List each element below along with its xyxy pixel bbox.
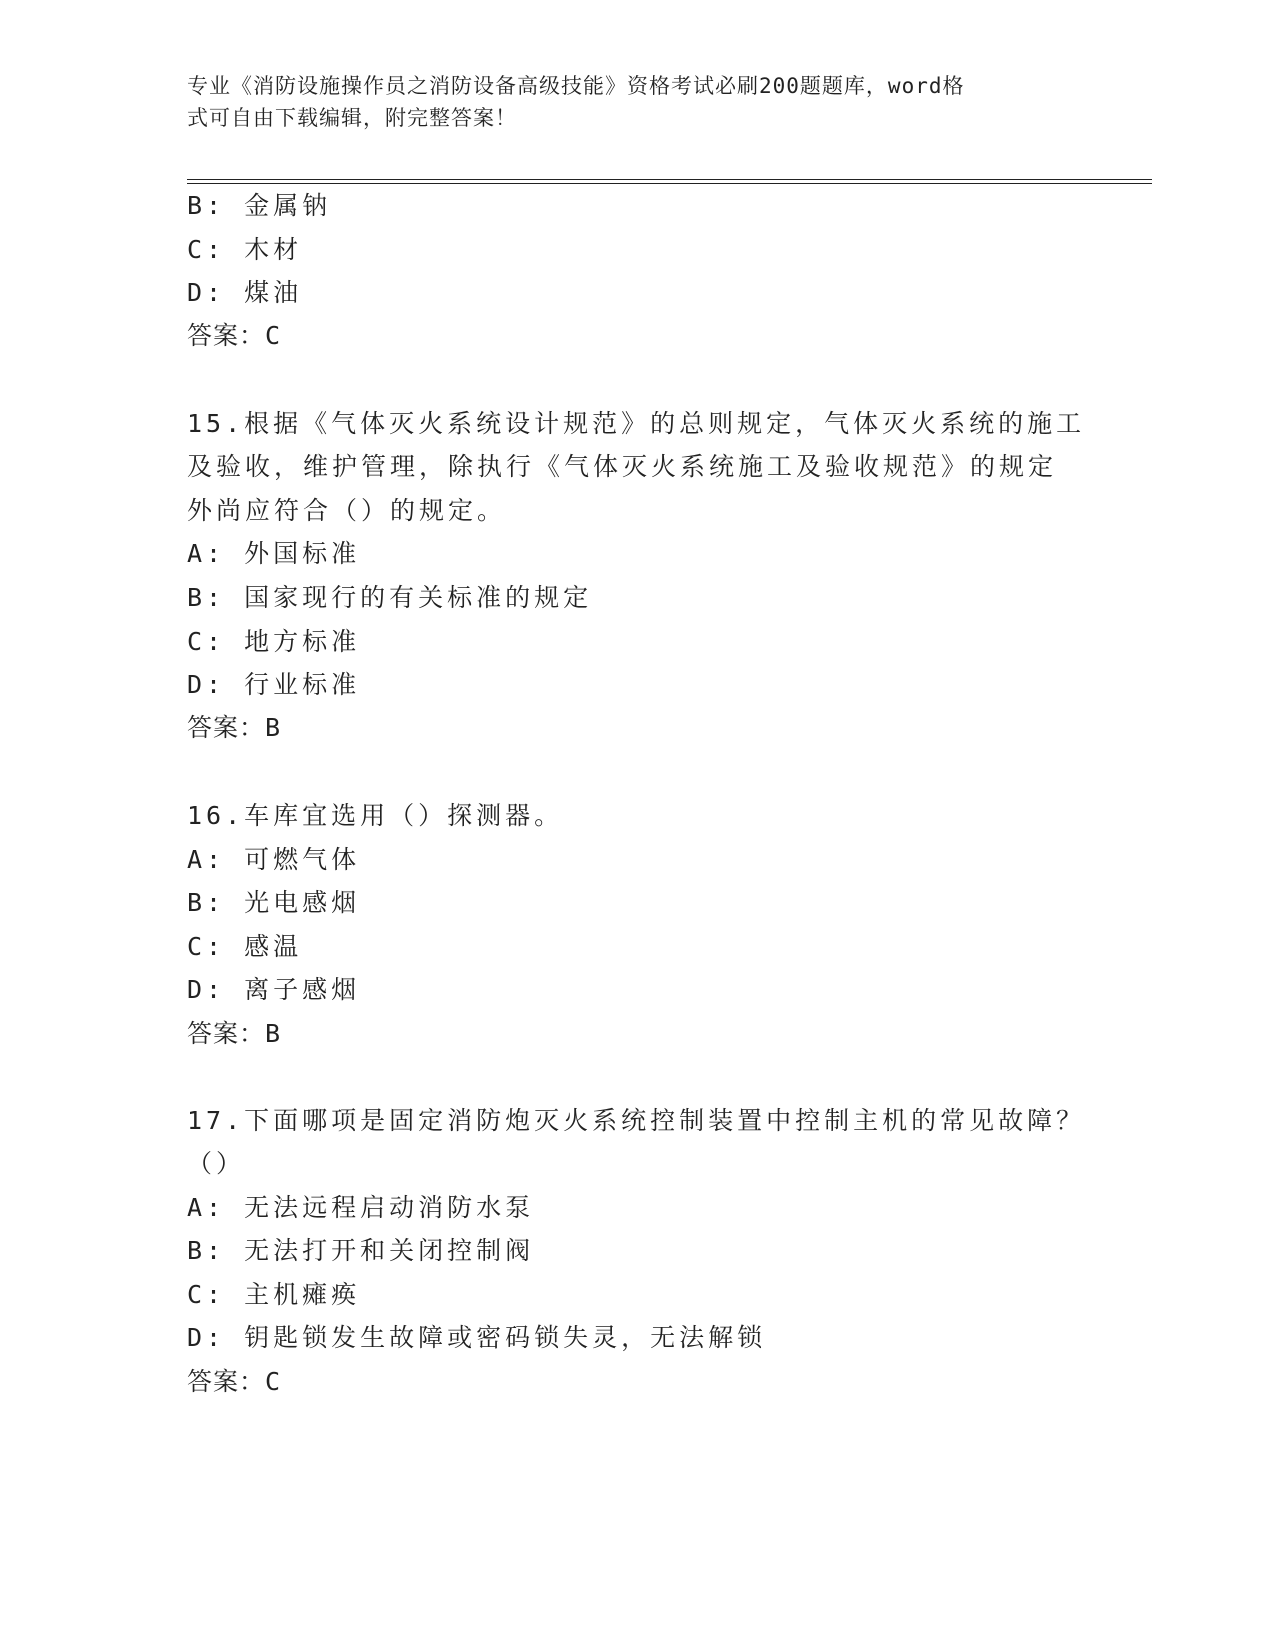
q14-answer: 答案：C: [187, 321, 282, 350]
q15-stem-line-2: 及验收，维护管理，除执行《气体灭火系统施工及验收规范》的规定: [187, 452, 1058, 481]
q14-option-b: B: 金属钠: [187, 191, 332, 220]
q17-answer: 答案：C: [187, 1367, 282, 1396]
q15-option-a: A: 外国标准: [187, 539, 361, 568]
header-line-1: 专业《消防设施操作员之消防设备高级技能》资格考试必刷200题题库，word格: [187, 74, 965, 98]
q15-option-c: C: 地方标准: [187, 627, 361, 656]
q15-option-d: D: 行业标准: [187, 670, 361, 699]
document-header: [187, 70, 1067, 134]
q16-stem-line-1: 16.车库宜选用（）探测器。: [187, 801, 564, 830]
header-divider-bottom: [187, 183, 1152, 184]
q15-option-b: B: 国家现行的有关标准的规定: [187, 583, 593, 612]
q16-answer: 答案：B: [187, 1019, 282, 1048]
q16-option-b: B: 光电感烟: [187, 888, 361, 917]
q17-option-a: A: 无法远程启动消防水泵: [187, 1193, 535, 1222]
q14-option-c: C: 木材: [187, 235, 303, 264]
q17-stem-line-2: （）: [187, 1149, 246, 1178]
q17-stem-line-1: 17.下面哪项是固定消防炮灭火系统控制装置中控制主机的常见故障？: [187, 1106, 1086, 1135]
q15-answer: 答案：B: [187, 713, 282, 742]
header-line-2: 式可自由下载编辑，附完整答案！: [187, 106, 517, 130]
q17-option-d: D: 钥匙锁发生故障或密码锁失灵，无法解锁: [187, 1323, 767, 1352]
q14-option-d: D: 煤油: [187, 278, 303, 307]
q17-option-c: C: 主机瘫痪: [187, 1280, 361, 1309]
header-divider-top: [187, 179, 1152, 180]
q16-option-d: D: 离子感烟: [187, 975, 361, 1004]
q15-stem-line-3: 外尚应符合（）的规定。: [187, 496, 507, 525]
q17-option-b: B: 无法打开和关闭控制阀: [187, 1236, 535, 1265]
q16-option-a: A: 可燃气体: [187, 845, 361, 874]
q16-option-c: C: 感温: [187, 932, 303, 961]
q15-stem-line-1: 15.根据《气体灭火系统设计规范》的总则规定，气体灭火系统的施工: [187, 409, 1086, 438]
